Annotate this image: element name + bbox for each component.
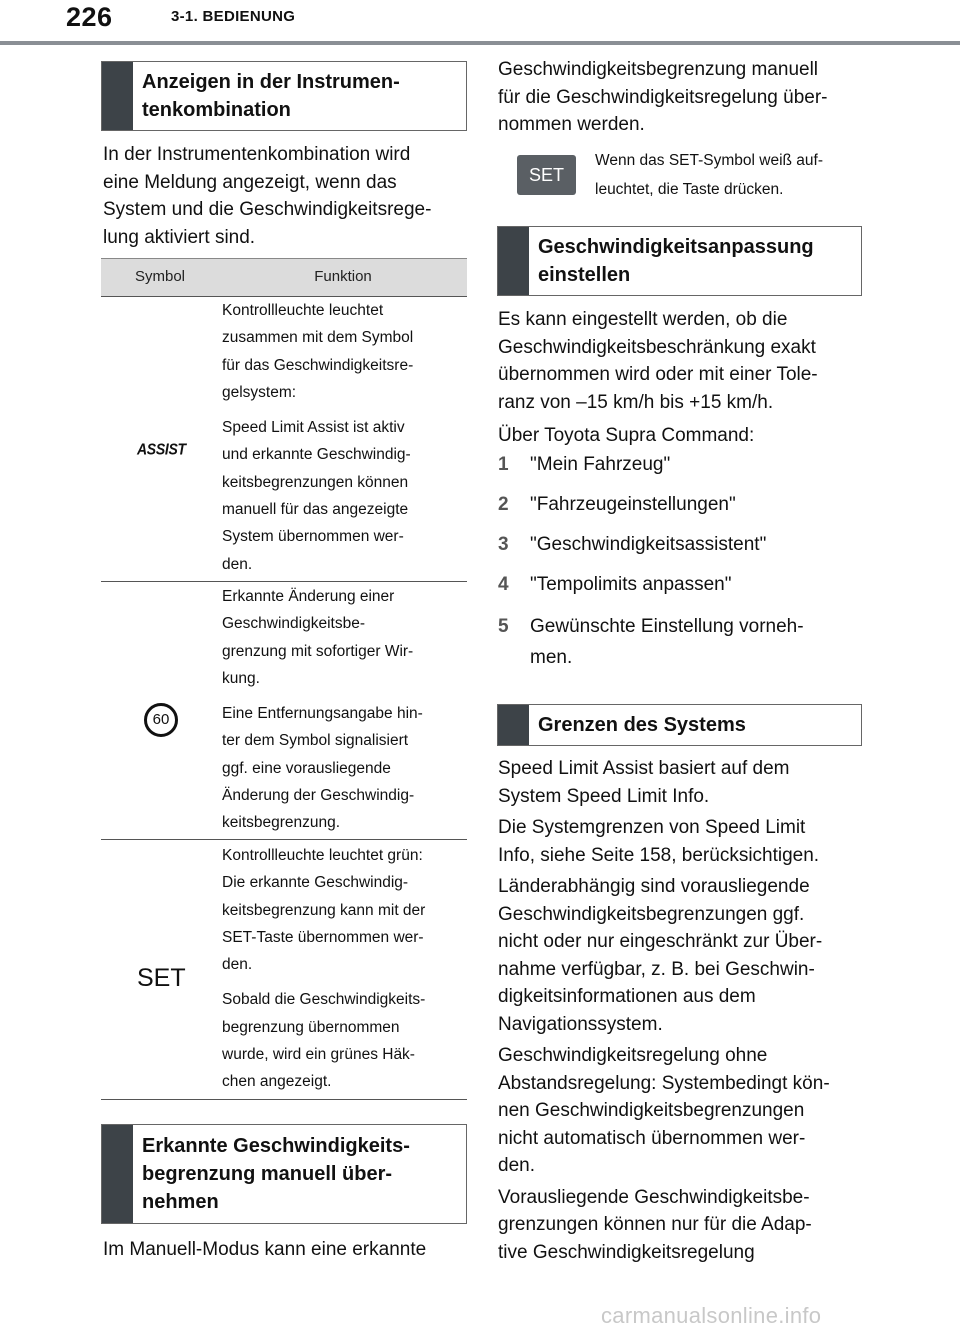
watermark: carmanualsonline.info (601, 1303, 822, 1328)
list-item: 4 "Tempolimits anpassen" (498, 571, 858, 599)
table-header (101, 258, 467, 297)
set-icon: SET (137, 964, 186, 992)
manual-mode-paragraph: Im Manuell-Modus kann eine erkannte (103, 1239, 427, 1260)
header-rule (0, 41, 960, 45)
table-row-divider (101, 839, 467, 840)
section-marker (102, 1125, 133, 1223)
section-heading-instrument (101, 61, 467, 131)
section-marker (498, 227, 529, 295)
set-button-icon: SET (517, 155, 576, 195)
section-title: Grenzen des Systems (538, 714, 746, 736)
section-heading-manual (101, 1124, 467, 1224)
table-row-3-function: Kontrollleuchte leuchtet grün: Die erkannte Geschwindig- keitsbegrenzung kann mit der SET-Taste übernommen wer- den. Sobald die Geschwindigkeits- begrenzung übernommen wurde, wird ein grünes Häk- chen angezeigt. (222, 847, 426, 1091)
intro-paragraph: In der Instrumentenkombination wird eine Meldung angezeigt, wenn das System und die Geschwindigkeitsrege- lung aktiviert sind. (103, 144, 432, 248)
list-item: 1 "Mein Fahrzeug" (498, 451, 858, 479)
step-list (498, 451, 858, 685)
tolerance-paragraph: Es kann eingestellt werden, ob die Geschwindigkeitsbeschränkung exakt übernommen wird oder mit einer Tole- ranz von –15 km/h bis +15 km/h. Über Toyota Supra Command: (498, 309, 818, 446)
column-header-function: Funktion (314, 268, 372, 285)
table-bottom-rule (101, 1099, 467, 1100)
step-number: 2 (498, 494, 509, 515)
chapter-title: 3-1. BEDIENUNG (171, 8, 296, 25)
table-row-1-function: Kontrollleuchte leuchtet zusammen mit dem Symbol für das Geschwindigkeitsre- gelsystem: Speed Limit Assist ist aktiv und erkannte Geschwindig- keitsbegrenzungen können manuell für das angezeigte System übernommen wer- den. (222, 302, 414, 573)
limits-text: Speed Limit Assist basiert auf dem System Speed Limit Info. Die Systemgrenzen von Speed Limit Info, siehe Seite 158, berücksichtigen. Länderabhängig sind vorausliegende Geschwindigkeitsbegrenzungen ggf. nicht oder nur eingeschränkt zur Über- nahme verfügbar, z. B. bei Geschwin- digkeitsinformationen aus dem Navigationssystem. Geschwindigkeitsregelung ohne Abstandsregelung: Systembedingt kön- nen Geschwindigkeitsbegrenzungen nicht automatisch übernommen wer- den. Vorausliegende Geschwindigkeitsbe- grenzungen können nur für die Adap- tive Geschwindigkeitsregelung (498, 758, 830, 1263)
list-item: 5 Gewünschte Einstellung vorneh- men. (498, 611, 858, 673)
table-row-2-function: Erkannte Änderung einer Geschwindigkeitsbe- grenzung mit sofortiger Wir- kung. Eine Entfernungsangabe hin- ter dem Symbol signalisiert ggf. eine vorausliegende Änderung der Geschwindig- keitsbegrenzung. (222, 588, 423, 832)
assist-icon: ASSIST (137, 440, 186, 458)
speed-limit-60-icon: 60 (144, 703, 178, 737)
section-marker (102, 62, 133, 130)
table-row-divider (101, 581, 467, 582)
step-number: 3 (498, 534, 509, 555)
list-item: 2 "Fahrzeugeinstellungen" (498, 491, 858, 519)
page-number: 226 (66, 2, 113, 32)
set-note: Wenn das SET-Symbol weiß auf- leuchtet, die Taste drücken. (595, 152, 823, 198)
list-item: 3 "Geschwindigkeitsassistent" (498, 531, 858, 559)
continued-paragraph: Geschwindigkeitsbegrenzung manuell für die Geschwindigkeitsregelung über- nommen werden. (498, 59, 828, 135)
section-marker (498, 705, 529, 745)
section-heading-limits (497, 704, 862, 746)
step-number: 4 (498, 574, 509, 595)
step-number: 1 (498, 454, 509, 475)
section-title: Geschwindigkeitsanpassung einstellen (538, 236, 814, 286)
section-heading-adjust (497, 226, 862, 296)
column-header-symbol: Symbol (134, 268, 186, 285)
step-number: 5 (498, 616, 509, 637)
section-title: Erkannte Geschwindigkeits- begrenzung manuell über- nehmen (142, 1135, 410, 1213)
section-title: Anzeigen in der Instrumen- tenkombination (142, 71, 400, 121)
